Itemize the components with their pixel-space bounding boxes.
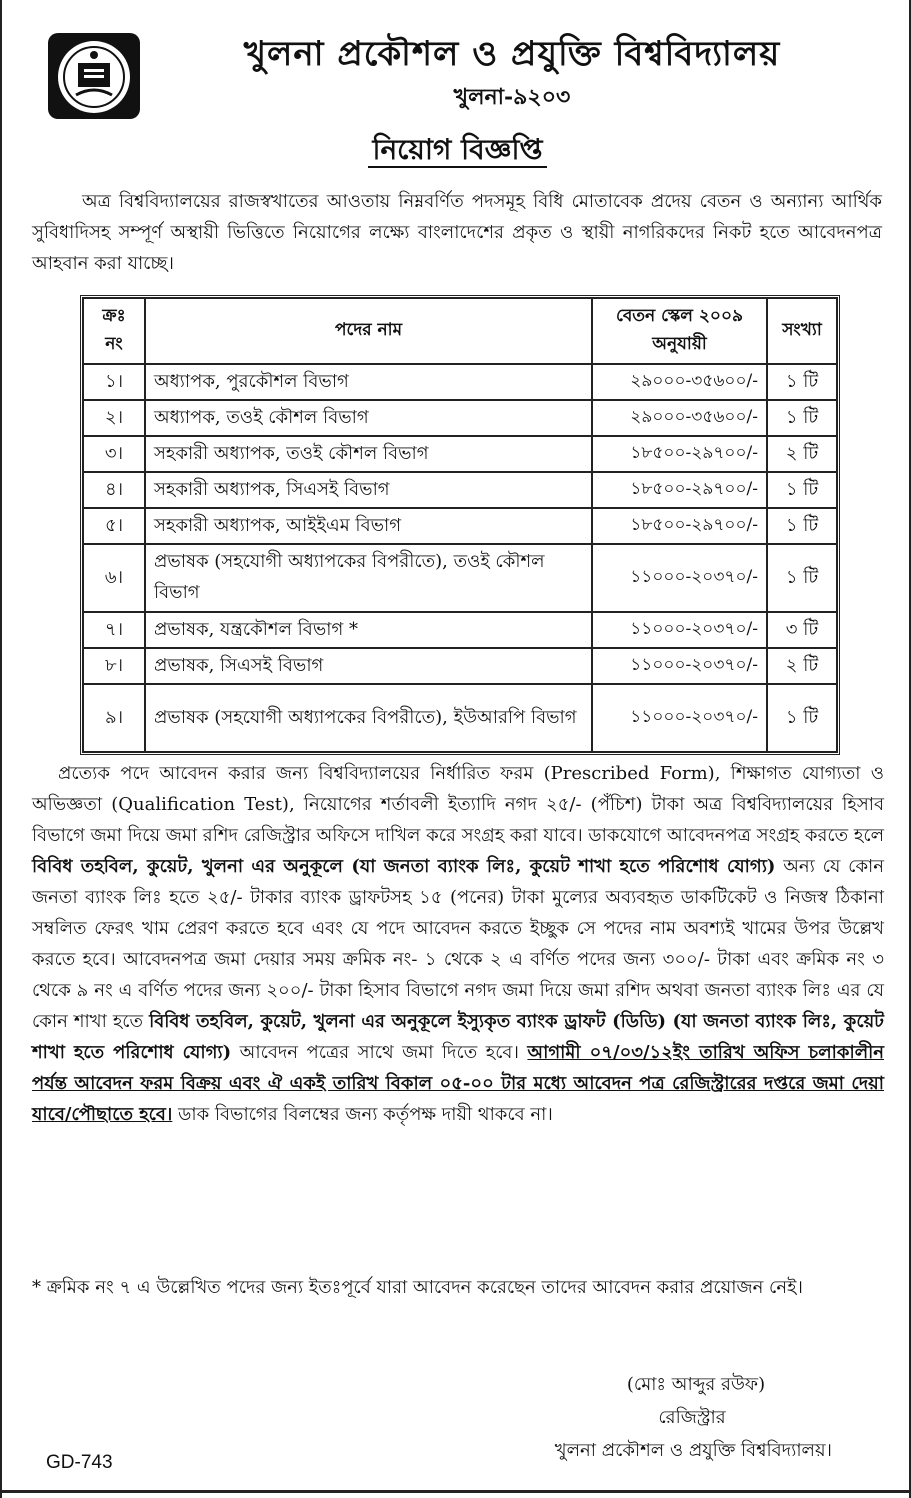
row-count: ৩ টি	[767, 612, 837, 648]
instructions-part-3: আবেদন পত্রের সাথে জমা দিতে হবে।	[231, 1042, 528, 1063]
row-count: ২ টি	[767, 436, 837, 472]
row-post: প্রভাষক (সহযোগী অধ্যাপকের বিপরীতে), ইউআরপি বিভাগ	[145, 684, 592, 752]
row-serial: ৯।	[83, 684, 145, 752]
table-row	[83, 364, 837, 400]
instructions-part-1: প্রত্যেক পদে আবেদন করার জন্য বিশ্ববিদ্যালয়ের নির্ধারিত ফরম (Prescribed Form), শিক্ষাগত যোগ্যতা ও অভিজ্ঞতা (Qualification Test), নিয়োগের শর্তাবলী ইত্যাদি নগদ ২৫/- (পঁচিশ) টাকা অত্র বিশ্ববিদ্যালয়ের হিসাব বিভাগে জমা দিয়ে জমা রশিদ রেজিস্ট্রার অফিসে দাখিল করে সংগ্রহ করা যাবে। ডাকযোগে আবেদনপত্র সংগ্রহ করতে হলে	[32, 763, 884, 846]
row-post: সহকারী অধ্যাপক, তওই কৌশল বিভাগ	[145, 436, 592, 472]
deadline-text: আগামী ০৭/০৩/১২ইং তারিখ অফিস চলাকালীন পর্যন্ত আবেদন ফরম বিক্রয় এবং ঐ একই তারিখ বিকাল ০৫-০০ টার মধ্যে আবেদন পত্র রেজিস্ট্রারের দপ্তরে জমা দেয়া যাবে/পৌছাতে হবে।	[32, 1042, 884, 1125]
header-scale: বেতন স্কেল ২০০৯ অনুযায়ী	[592, 298, 767, 364]
header-count: সংখ্যা	[767, 298, 837, 364]
row-count: ১ টি	[767, 472, 837, 508]
row-serial: ৫।	[83, 508, 145, 544]
row-scale: ১৮৫০০-২৯৭০০/-	[592, 472, 767, 508]
row-post: প্রভাষক (সহযোগী অধ্যাপকের বিপরীতে), তওই কৌশল বিভাগ	[145, 544, 592, 612]
table-row	[83, 612, 837, 648]
application-instructions	[32, 758, 884, 1130]
row-post: প্রভাষক, যন্ত্রকৌশল বিভাগ *	[145, 612, 592, 648]
row-scale: ১১০০০-২০৩৭০/-	[592, 544, 767, 612]
instructions-part-2: অন্য যে কোন জনতা ব্যাংক লিঃ হতে ২৫/- টাকার ব্যাংক ড্রাফটসহ ১৫ (পনের) টাকা মুল্যের অব্যবহৃত ডাকটিকেট ও নিজস্ব ঠিকানা সম্বলিত ফেরৎ খাম প্রেরণ করতে হবে এবং যে পদে আবেদন করতে ইচ্ছুক সে পদের নাম অবশ্যই খামের উপর উল্লেখ করতে হবে। আবেদনপত্র জমা দেয়ার সময় ক্রমিক নং- ১ থেকে ২ এ বর্ণিত পদের জন্য ৩০০/- টাকা এবং ক্রমিক নং ৩ থেকে ৯ নং এ বর্ণিত পদের জন্য ২০০/- টাকা হিসাব বিভাগে নগদ জমা দিয়ে জমা রশিদ অথবা জনতা ব্যাংক লিঃ এর যে কোন শাখা হতে	[32, 856, 885, 1032]
row-serial: ৬।	[83, 544, 145, 612]
instructions-bold-1: বিবিধ তহবিল, কুয়েট, খুলনা এর অনুকূলে (যা জনতা ব্যাংক লিঃ, কুয়েট শাখা হতে পরিশোধ যোগ্য)	[32, 856, 776, 877]
footnote: * ক্রমিক নং ৭ এ উল্লেখিত পদের জন্য ইতঃপূর্বে যারা আবেদন করেছেন তাদের আবেদন করার প্রয়োজন নেই।	[32, 1277, 803, 1298]
row-count: ১ টি	[767, 684, 837, 752]
notice-title-text: নিয়োগ বিজ্ঞপ্তি	[368, 133, 546, 168]
table-row	[83, 472, 837, 508]
university-seal-icon	[46, 27, 142, 123]
instructions-part-4: ডাক বিভাগের বিলম্বের জন্য কর্তৃপক্ষ দায়ী থাকবে না।	[172, 1104, 553, 1125]
table-row	[83, 648, 837, 684]
row-count: ২ টি	[767, 648, 837, 684]
table-row	[83, 400, 837, 436]
row-serial: ৪।	[83, 472, 145, 508]
row-scale: ১১০০০-২০৩৭০/-	[592, 612, 767, 648]
row-scale: ১১০০০-২০৩৭০/-	[592, 648, 767, 684]
row-post: সহকারী অধ্যাপক, সিএসই বিভাগ	[145, 472, 592, 508]
row-serial: ৭।	[83, 612, 145, 648]
table-row	[83, 544, 837, 612]
instructions-bold-2: বিবিধ তহবিল, কুয়েট, খুলনা এর অনুকূলে ইস্যুকৃত ব্যাংক ড্রাফট (ডিডি) (যা জনতা ব্যাংক লিঃ, কুয়েট শাখা হতে পরিশোধ যোগ্য)	[32, 1011, 884, 1063]
table-row	[83, 436, 837, 472]
signatory-name: (মোঃ আব্দুর রউফ)	[626, 1374, 766, 1395]
row-serial: ৮।	[83, 648, 145, 684]
bottom-divider	[2, 1490, 911, 1493]
row-serial: ৩।	[83, 436, 145, 472]
header-serial: ক্রঃ নং	[83, 298, 145, 364]
row-post: অধ্যাপক, পুরকৌশল বিভাগ	[145, 364, 592, 400]
notice-title	[2, 128, 911, 175]
row-post: সহকারী অধ্যাপক, আইইএম বিভাগ	[145, 508, 592, 544]
signatory-designation: রেজিস্ট্রার	[658, 1407, 726, 1428]
row-count: ১ টি	[767, 508, 837, 544]
table-row	[83, 684, 837, 752]
row-count: ১ টি	[767, 544, 837, 612]
university-city: খুলনা-৯২০৩	[453, 84, 571, 110]
signatory-university: খুলনা প্রকৌশল ও প্রযুক্তি বিশ্ববিদ্যালয়।	[554, 1440, 832, 1461]
posts-table	[80, 295, 840, 755]
row-scale: ১৮৫০০-২৯৭০০/-	[592, 436, 767, 472]
row-post: প্রভাষক, সিএসই বিভাগ	[145, 648, 592, 684]
intro-paragraph: অত্র বিশ্ববিদ্যালয়ের রাজস্বখাতের আওতায় নিম্নবর্ণিত পদসমূহ বিধি মোতাবেক প্রদেয় বেতন ও অন্যান্য আর্থিক সুবিধাদিসহ সম্পূর্ণ অস্থায়ী ভিত্তিতে নিয়োগের লক্ষ্যে বাংলাদেশের প্রকৃত ও স্থায়ী নাগরিকদের নিকট হতে আবেদনপত্র আহবান করা যাচ্ছে।	[32, 191, 882, 274]
row-serial: ১।	[83, 364, 145, 400]
gd-code: GD-743	[46, 1452, 113, 1473]
row-scale: ১১০০০-২০৩৭০/-	[592, 684, 767, 752]
row-count: ১ টি	[767, 364, 837, 400]
table-row	[83, 508, 837, 544]
row-scale: ২৯০০০-৩৫৬০০/-	[592, 364, 767, 400]
table-header-row	[83, 298, 837, 364]
header-post: পদের নাম	[145, 298, 592, 364]
row-serial: ২।	[83, 400, 145, 436]
row-scale: ২৯০০০-৩৫৬০০/-	[592, 400, 767, 436]
row-count: ১ টি	[767, 400, 837, 436]
signature-block	[492, 1368, 892, 1467]
university-name: খুলনা প্রকৌশল ও প্রযুক্তি বিশ্ববিদ্যালয়	[243, 34, 781, 74]
row-post: অধ্যাপক, তওই কৌশল বিভাগ	[145, 400, 592, 436]
row-scale: ১৮৫০০-২৯৭০০/-	[592, 508, 767, 544]
